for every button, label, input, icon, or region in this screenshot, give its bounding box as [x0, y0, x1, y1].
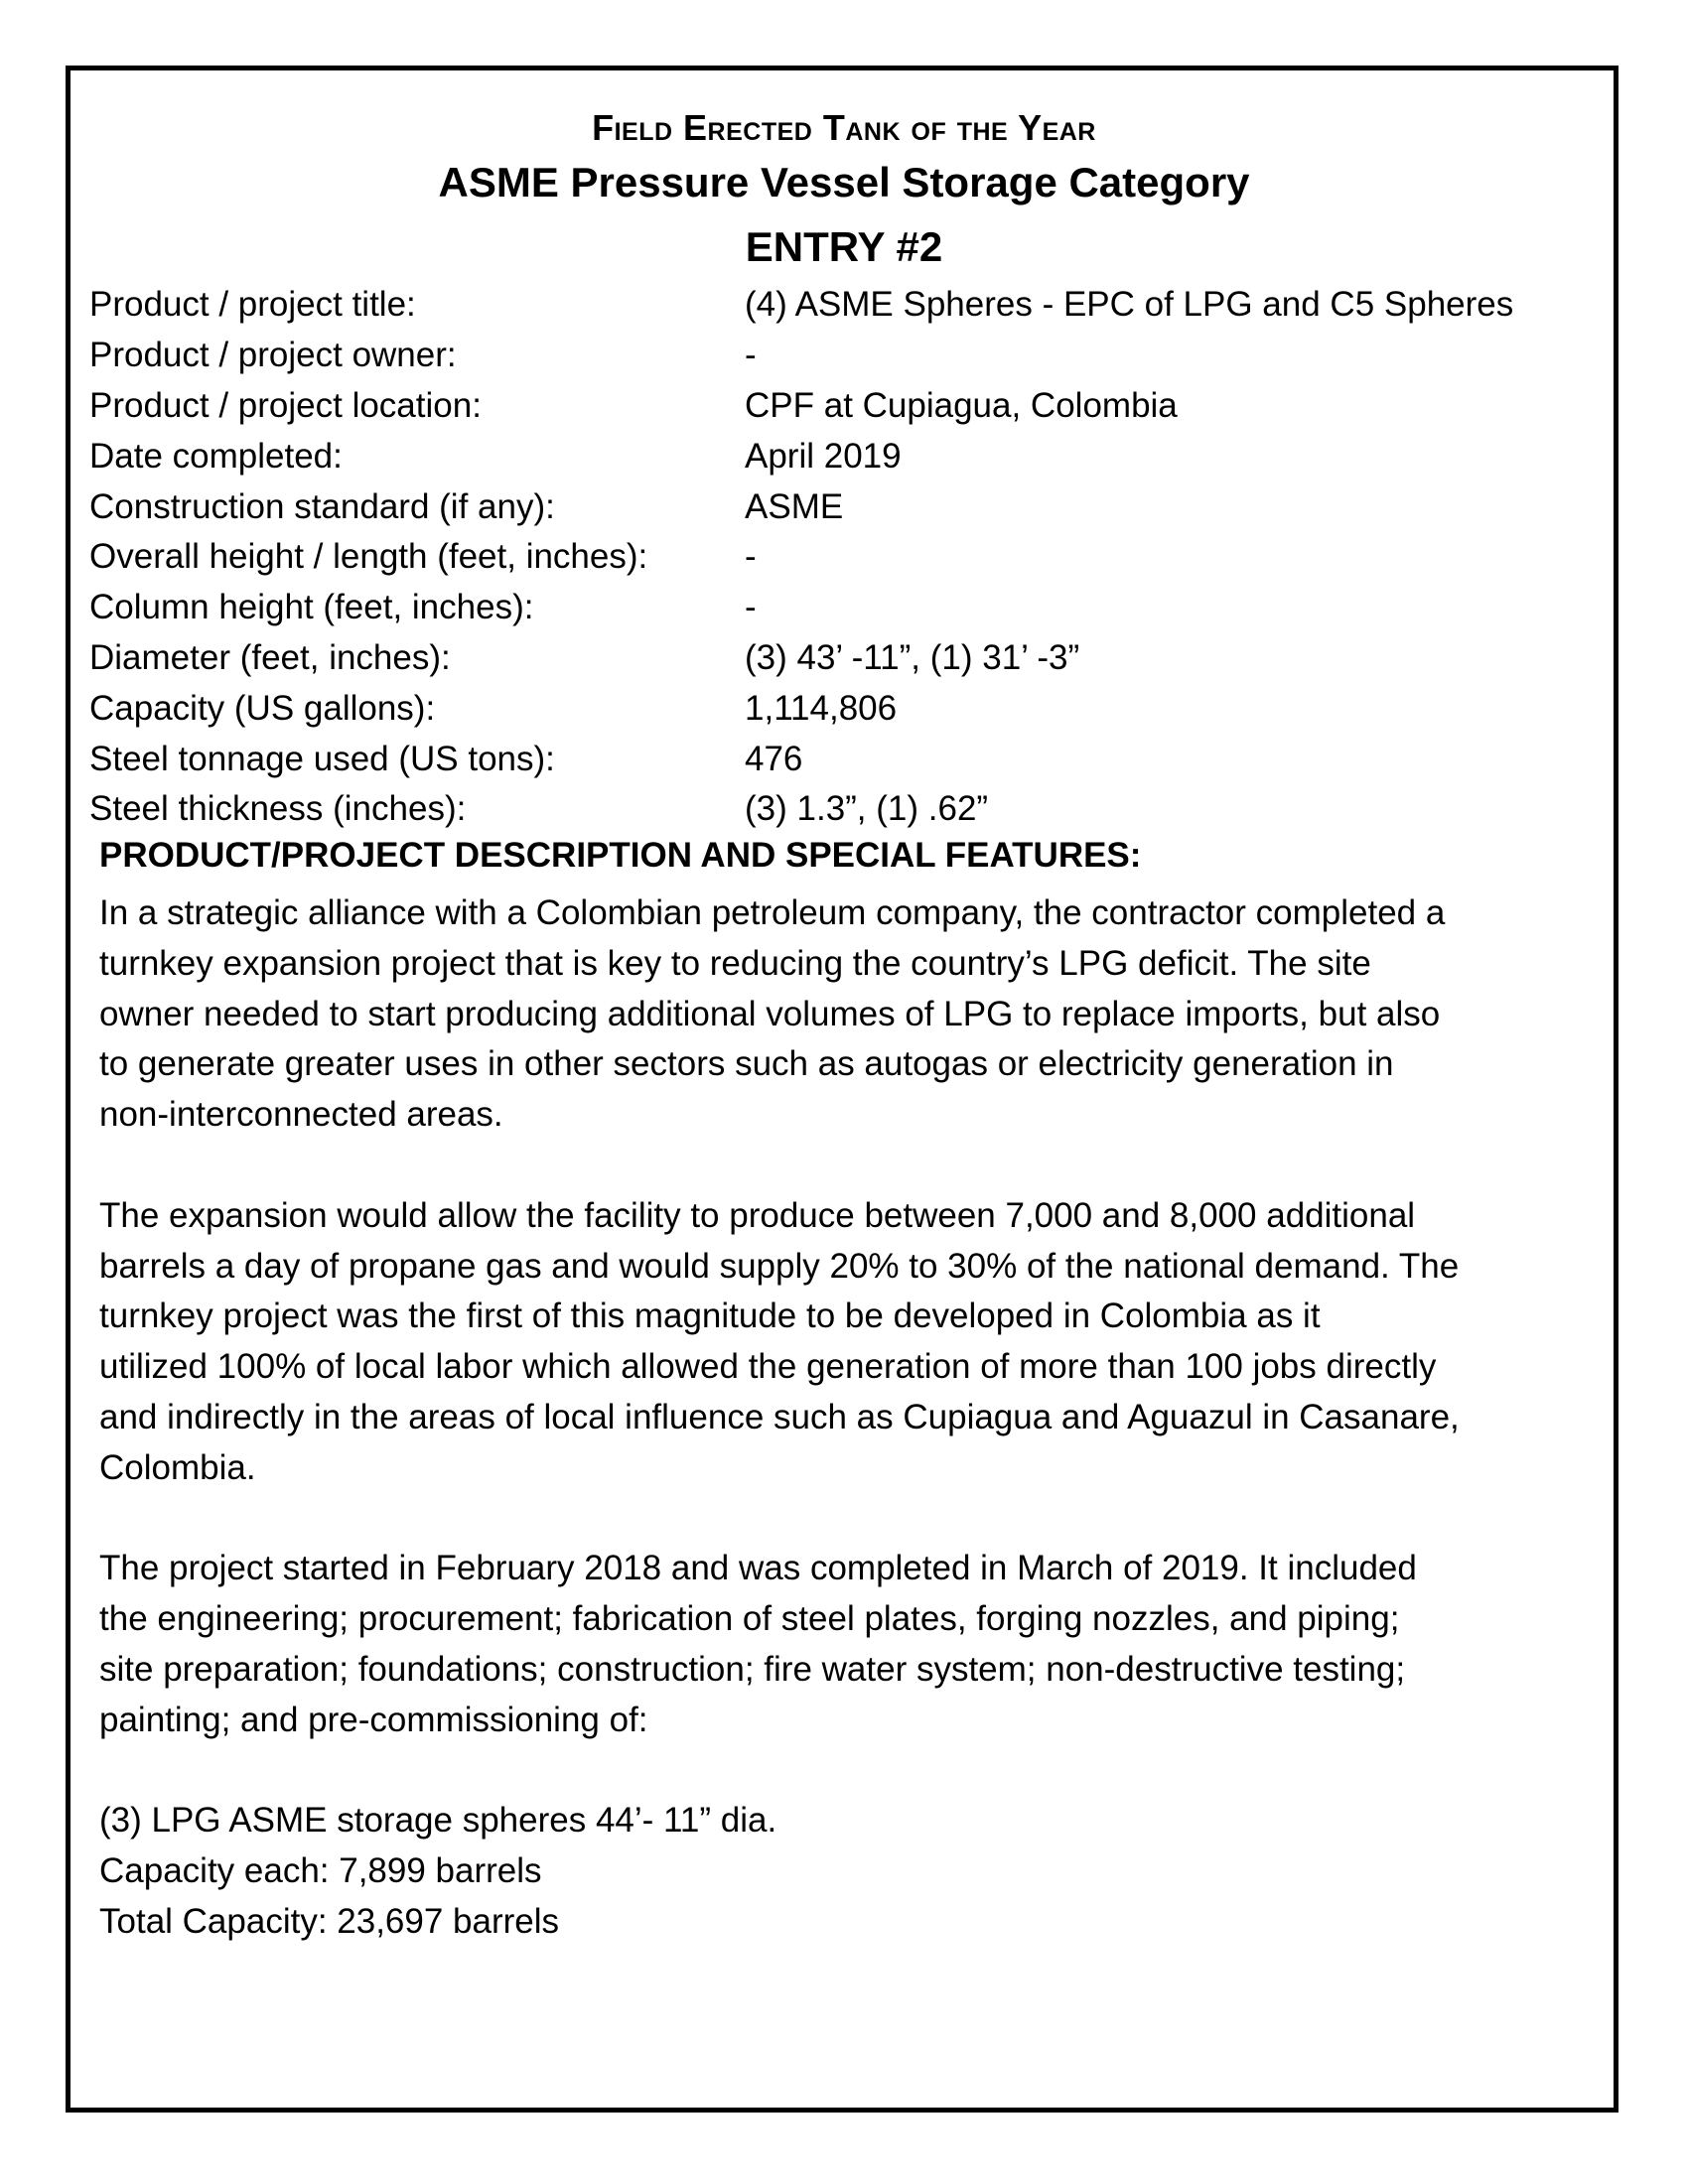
field-label: Overall height / length (feet, inches): [89, 537, 648, 577]
text-line: owner needed to start producing additional volumes of LPG to replace imports, but also [99, 994, 1441, 1033]
description-paragraph [99, 1191, 1618, 1494]
sphere-specs [99, 1796, 1618, 1947]
field-label: Steel thickness (inches): [89, 789, 467, 829]
field-value: - [745, 537, 757, 577]
field-label: Diameter (feet, inches): [89, 637, 451, 677]
spec-line: (3) LPG ASME storage spheres 44’- 11” dia. [99, 1801, 777, 1841]
field-value: 476 [745, 739, 803, 778]
field-row-steel-thickness [89, 784, 1559, 835]
text-line: non-interconnected areas. [99, 1095, 503, 1135]
field-value: (4) ASME Spheres - EPC of LPG and C5 Spheres [745, 285, 1514, 325]
text-line: to generate greater uses in other sectors such as autogas or electricity generation in [99, 1044, 1394, 1084]
field-value: ASME [745, 486, 844, 526]
category-title: ASME Pressure Vessel Storage Category [438, 159, 1250, 205]
text-line: The expansion would allow the facility to produce between 7,000 and 8,000 additional [99, 1195, 1416, 1235]
text-line: In a strategic alliance with a Colombian petroleum company, the contractor completed a [99, 893, 1446, 932]
field-value: 1,114,806 [745, 688, 898, 728]
description-paragraph [99, 1544, 1618, 1745]
award-title: Field Erected Tank of the Year [592, 107, 1096, 148]
description-body [99, 888, 1618, 1998]
text-line: turnkey project was the first of this magnitude to be developed in Colombia as it [99, 1297, 1321, 1336]
field-label: Capacity (US gallons): [89, 688, 436, 728]
spec-line: Total Capacity: 23,697 barrels [99, 1901, 560, 1941]
spec-line: Capacity each: 7,899 barrels [99, 1851, 542, 1891]
text-line: turnkey expansion project that is key to reducing the country’s LPG deficit. The site [99, 943, 1371, 983]
text-line: The project started in February 2018 and was completed in March of 2019. It included [99, 1549, 1417, 1588]
field-row-capacity [89, 683, 1559, 734]
description-heading: PRODUCT/PROJECT DESCRIPTION AND SPECIAL FEATURES: [99, 836, 1142, 875]
text-line: utilized 100% of local labor which allowed the generation of more than 100 jobs directly [99, 1347, 1437, 1387]
text-line: Colombia. [99, 1447, 256, 1487]
field-value: April 2019 [745, 436, 902, 476]
field-value: (3) 1.3”, (1) .62” [745, 789, 989, 829]
text-line: painting; and pre-commissioning of: [99, 1700, 648, 1739]
field-row-project-location [89, 381, 1559, 432]
field-row-project-owner [89, 331, 1559, 381]
field-label: Product / project location: [89, 385, 482, 425]
field-row-date-completed [89, 431, 1559, 481]
field-row-overall-height [89, 532, 1559, 583]
field-row-column-height [89, 583, 1559, 633]
field-value: CPF at Cupiagua, Colombia [745, 385, 1178, 425]
entry-title: ENTRY #2 [745, 223, 943, 270]
field-row-steel-tonnage [89, 734, 1559, 784]
field-label: Steel tonnage used (US tons): [89, 739, 555, 778]
field-value: - [745, 588, 757, 627]
text-line: barrels a day of propane gas and would supply 20% to 30% of the national demand. The [99, 1246, 1460, 1286]
field-label: Date completed: [89, 436, 343, 476]
field-row-construction-standard [89, 481, 1559, 532]
field-label: Column height (feet, inches): [89, 588, 534, 627]
project-fields [89, 280, 1559, 835]
text-line: site preparation; foundations; construction; fire water system; non-destructive testing; [99, 1649, 1406, 1689]
description-paragraph [99, 888, 1618, 1141]
text-line: and indirectly in the areas of local influence such as Cupiagua and Aguazul in Casanare, [99, 1397, 1460, 1436]
text-line: the engineering; procurement; fabrication of steel plates, forging nozzles, and piping; [99, 1599, 1400, 1639]
field-row-project-title [89, 280, 1559, 331]
field-label: Product / project title: [89, 285, 416, 325]
field-value: (3) 43’ -11”, (1) 31’ -3” [745, 637, 1080, 677]
field-label: Product / project owner: [89, 336, 457, 375]
field-value: - [745, 336, 757, 375]
field-label: Construction standard (if any): [89, 486, 555, 526]
field-row-diameter [89, 633, 1559, 684]
